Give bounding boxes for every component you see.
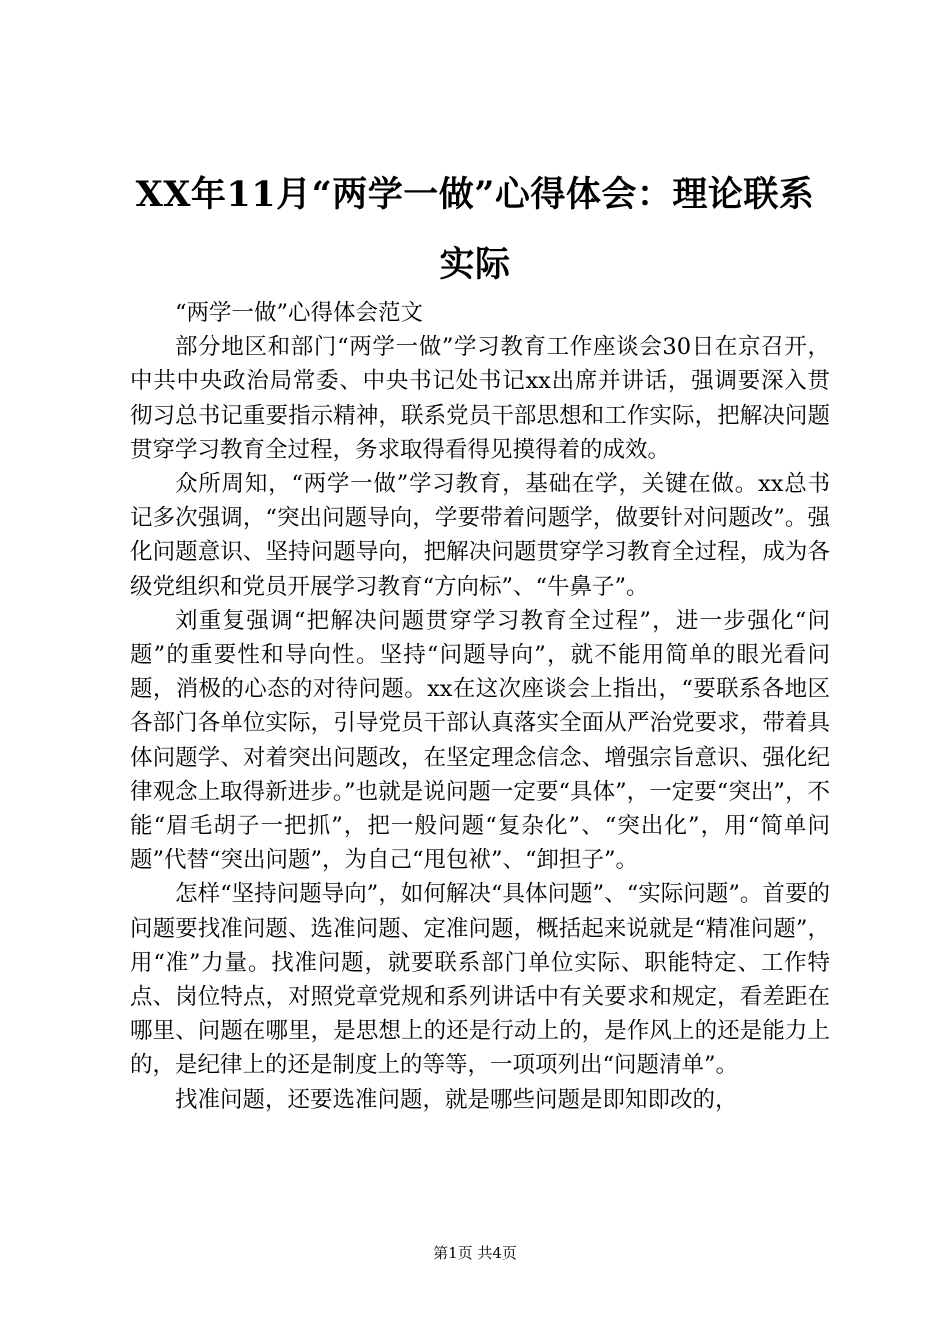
paragraph: 找准问题，还要选准问题，就是哪些问题是即知即改的， <box>175 1086 738 1113</box>
paragraph: 众所周知，“两学一做”学习教育，基础在学，关键在做。xx总书记多次强调，“突出问题导向，学要带着问题学，做要针对问题改”。强化问题意识、坚持问题导向，把解决问题贯穿学习教育全过程，成为各级党组织和党员开展学习教育“方向标”、“牛鼻子”。 <box>130 471 830 600</box>
document-title: XX年11月“两学一做”心得体会：理论联系实际 <box>135 174 815 285</box>
page-footer: 第1页 共4页 <box>433 1244 517 1262</box>
paragraph-subtitle: “两学一做”心得体会范文 <box>175 300 424 326</box>
paragraph: 部分地区和部门“两学一做”学习教育工作座谈会30日在京召开，中共中央政治局常委、中央书记处书记xx出席并讲话，强调要深入贯彻习总书记重要指示精神，联系党员干部思想和工作实际，把解决问题贯穿学习教育全过程，务求取得看得见摸得着的成效。 <box>130 334 830 463</box>
paragraph: 刘重复强调“把解决问题贯穿学习教育全过程”，进一步强化“问题”的重要性和导向性。坚持“问题导向”，就不能用简单的眼光看问题，消极的心态的对待问题。xx在这次座谈会上指出，“要联系各地区各部门各单位实际，引导党员干部认真落实全面从严治党要求，带着具体问题学、对着突出问题改，在坚定理念信念、增强宗旨意识、强化纪律观念上取得新进步。”也就是说问题一定要“具体”，一定要“突出”，不能“眉毛胡子一把抓”，把一般问题“复杂化”、“突出化”，用“简单问题”代替“突出问题”，为自己“甩包袱”、“卸担子”。 <box>130 607 830 874</box>
paragraph: 怎样“坚持问题导向”，如何解决“具体问题”、“实际问题”。首要的问题要找准问题、选准问题、定准问题，概括起来说就是“精准问题”，用“准”力量。找准问题，就要联系部门单位实际、职能特定、工作特点、岗位特点，对照党章党规和系列讲话中有关要求和规定，看差距在哪里、问题在哪里，是思想上的还是行动上的，是作风上的还是能力上的，是纪律上的还是制度上的等等，一项项列出“问题清单”。 <box>130 881 830 1079</box>
document-body <box>130 296 830 1117</box>
